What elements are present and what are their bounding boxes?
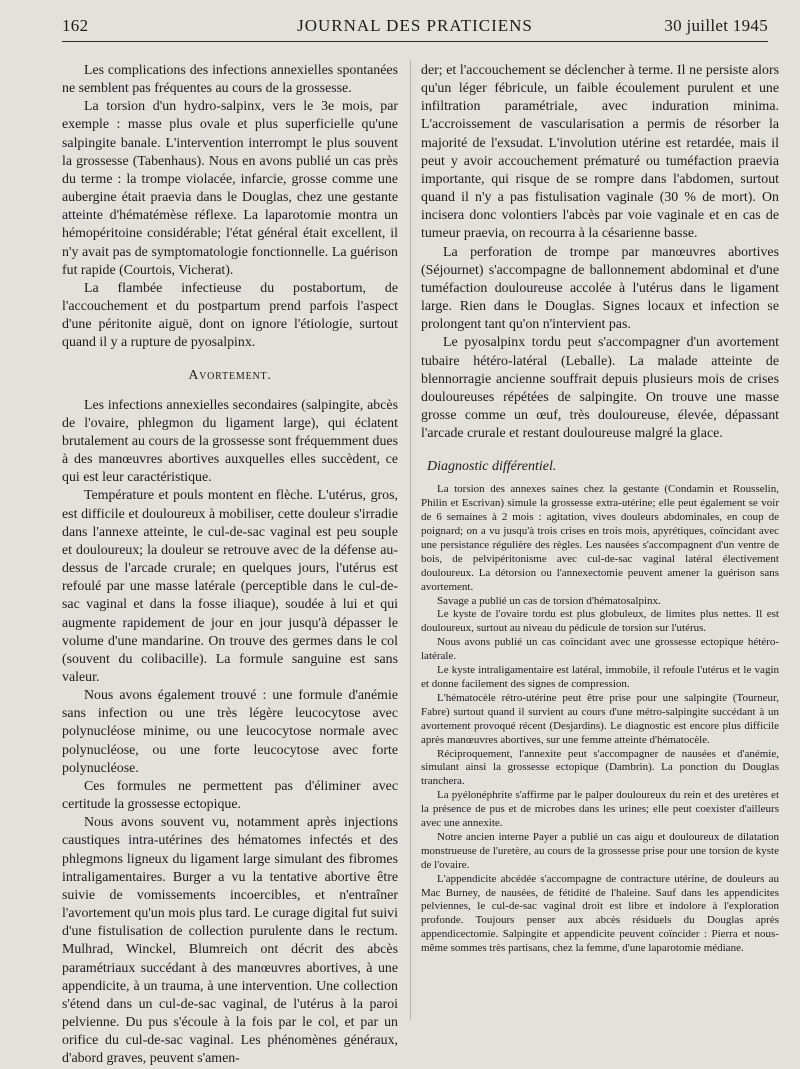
paragraph: Température et pouls montent en flèche. L'utérus, gros, est difficile et douloureux à mobiliser, cette douleur s'irradie dans l'annexe atteinte, le cul-de-sac vaginal est peu souple et douloureux; la douleur se retrouve avec de la défense au-dessus de l'arcade crurale; en quelques jours, l'utérus est refoulé par une masse latérale (perceptible dans le cul-de-sac vaginal et dans la fosse iliaque), soudée à lui et qui augmente rapidement de jour en jour jusqu'à dépasser le volume d'une mandarine. On trouve des germes dans le col (souvent du colibacille). La formule sanguine est sans valeur. bbox=[62, 488, 398, 685]
left-column bbox=[62, 62, 398, 1068]
subsection-title: Diagnostic différentiel. bbox=[427, 459, 557, 475]
small-paragraph: Le kyste de l'ovaire tordu est plus globuleux, de limites plus nettes. Il est douloureux, surtout au niveau du pédicule de torsion sur l'utérus. bbox=[421, 608, 779, 635]
paragraph: Nous avons souvent vu, notamment après injections caustiques intra-utérines des hématomes infectés et des phlegmons ligneux du ligament large simulant des fibromes intraligamentaires. Burger a vu la tentative abortive être suivie de vomissements incoercibles, et n'entraîner l'avortement qu'un mois plus tard. Le curage digital fut suivi d'une fistulisation de collection purulente dans le rectum. Mulhrad, Winckel, Blumreich ont décrit des abcès paramétriaux succédant à des manœuvres abortives, à une appendicite, à un trauma, à une intervention. Une collection s'étend dans un cul-de-sac vaginal, de l'utérus à la paroi pelvienne. Du pus s'écoule à la fois par le col, et par un orifice du cul-de-sac vaginal. Les phénomènes généraux, d'abord graves, peuvent s'amen- bbox=[62, 815, 398, 1067]
small-paragraph: La pyélonéphrite s'affirme par le palper douloureux du rein et des uretères et la présence de pus et de microbes dans les urines; elle peut coexister d'ailleurs avec une annexite. bbox=[421, 789, 779, 830]
paragraph: Le pyosalpinx tordu peut s'accompagner d'un avortement tubaire hétéro-latéral (Leballe). La malade atteinte de blennorragie ancienne souffrait depuis plusieurs mois de crises douloureuses répétées de salpingite. On trouve une masse grosse comme un œuf, très douloureuse, élevée, dépassant l'arcade crurale et restant douloureuse malgré la glace. bbox=[421, 335, 779, 442]
small-paragraph: L'hématocèle rétro-utérine peut être prise pour une salpingite (Tourneur, Fabre) surtout quand il survient au cours d'une métro-salpingite succédant à un avortement provoqué récent (Desjardins). Le diagnostic est encore plus difficile après manœuvres abortives, sur une femme atteinte d'hématocèle. bbox=[421, 691, 779, 746]
small-paragraph: Nous avons publié un cas coïncidant avec une grossesse ectopique hétéro-latérale. bbox=[421, 636, 779, 663]
paragraph: Nous avons également trouvé : une formule d'anémie sans infection ou une très légère leucocytose avec polynucléose minime, ou une leucocytose normale avec polynucléose, ou une forte leucocytose avec forte polynucléose. bbox=[62, 688, 398, 776]
header-rule bbox=[62, 41, 768, 42]
small-print-block bbox=[421, 483, 779, 956]
column-divider bbox=[410, 60, 411, 1020]
issue-date: 30 juillet 1945 bbox=[664, 16, 768, 35]
journal-title: JOURNAL DES PRATICIENS bbox=[297, 16, 533, 35]
small-paragraph: Réciproquement, l'annexite peut s'accompagner de nausées et d'anémie, simulant ainsi la grossesse ectopique (Dambrin). La ponction du Douglas tranchera. bbox=[421, 747, 779, 788]
section-title: Avortement. bbox=[188, 367, 272, 383]
running-header bbox=[62, 16, 768, 38]
right-column bbox=[421, 62, 779, 956]
small-paragraph: Notre ancien interne Payer a publié un cas aigu et douloureux de dilatation monstrueuse de l'uretère, au cours de la grossesse prise pour une torsion de kyste de l'ovaire. bbox=[421, 830, 779, 871]
paragraph: Ces formules ne permettent pas d'éliminer avec certitude la grossesse ectopique. bbox=[62, 778, 398, 813]
small-paragraph: Savage a publié un cas de torsion d'hématosalpinx. bbox=[437, 594, 661, 607]
small-paragraph: Le kyste intraligamentaire est latéral, immobile, il refoule l'utérus et le vagin et donne facilement des signes de compression. bbox=[421, 664, 779, 690]
paragraph: La flambée infectieuse du postabortum, de l'accouchement et du postpartum prend parfois l'aspect d'une péritonite aiguë, dont on ignore l'étiologie, surtout quand il y a rupture de pyosalpinx. bbox=[62, 280, 398, 351]
paragraph: La perforation de trompe par manœuvres abortives (Séjournet) s'accompagne de ballonnement abdominal et d'une tuméfaction douloureuse accolée à l'utérus dans le ligament large. Rien dans le Douglas. Signes locaux et infection se prolongent tant qu'on n'intervient pas. bbox=[421, 244, 779, 333]
paragraph: Les infections annexielles secondaires (salpingite, abcès de l'ovaire, phlegmon du ligament large), qui éclatent brutalement au cours de la grossesse sont fréquemment dues à des manœuvres abortives auxquelles elles succèdent, ce qui est leur caractéristique. bbox=[62, 397, 398, 486]
paragraph: Les complications des infections annexielles spontanées ne semblent pas fréquentes au cours de la grossesse. bbox=[62, 63, 398, 97]
small-paragraph: La torsion des annexes saines chez la gestante (Condamin et Rousselin, Philin et Escrivan) simule la grossesse extra-utérine; elle peut également se voir de 6 semaines à 2 mois : agitation, vives douleurs abdominales, en coup de poignard; on a vu jusqu'à trois crises en trois mois, apyrétiques, coïncidant avec une persistance régulière des règles. Les nausées s'accompagnent d'un ventre de bois, de pelvipéritonisme avec cul-de-sac vaginal latéral électivement douloureux. La détorsion ou l'annexectomie peuvent amener la guérison sans avortement. bbox=[421, 483, 779, 593]
paragraph: La torsion d'un hydro-salpinx, vers le 3e mois, par exemple : masse plus ovale et plus superficielle qu'une salpingite banale. L'intervention interrompt le plus souvent la grossesse (Tabenhaus). Nous en avons publié un cas près du terme : la trompe violacée, infarcie, grosse comme une aubergine était praevia dans le Douglas, chez une gestante atteinte d'hématémèse réflexe. La laparotomie montra un hémopéritoine considérable; l'état général était excellent, il n'y avait pas de symptomatologie fonctionnelle. La guérison fut rapide (Courtois, Vicherat). bbox=[62, 99, 398, 278]
paragraph: der; et l'accouchement se déclencher à terme. Il ne persiste alors qu'un léger fébricule, un faible écoulement purulent et une infiltration paramétriale, avec induration minima. L'accroissement de vascularisation a permis de résorber la majorité de l'exsudat. L'involution utérine est retardée, mais il peut y avoir accouchement prématuré ou tuméfaction praevia importante, qui risque de se rompre dans l'abdomen, surtout quand il n'y a pas fistulisation vaginale (30 % de mort). On incisera donc volontiers l'abcès par voie vaginale et en cas de tumeur praevia, on recourra à la césarienne basse. bbox=[421, 63, 779, 242]
small-paragraph: L'appendicite abcédée s'accompagne de contracture utérine, de douleurs au Mac Burney, de nausées, de fétidité de l'haleine. Sauf dans les appendicites pelviennes, le cul-de-sac vaginal droit est libre et indolore à l'exploration profonde. Toujours penser aux abcès résiduels du Douglas après appendicectomie. Salpingite et appendicite peuvent coïncider : Pierra et nous-même sommes très partisans, chez la femme, d'une laparotomie médiane. bbox=[421, 872, 779, 955]
page-number: 162 bbox=[62, 16, 89, 35]
